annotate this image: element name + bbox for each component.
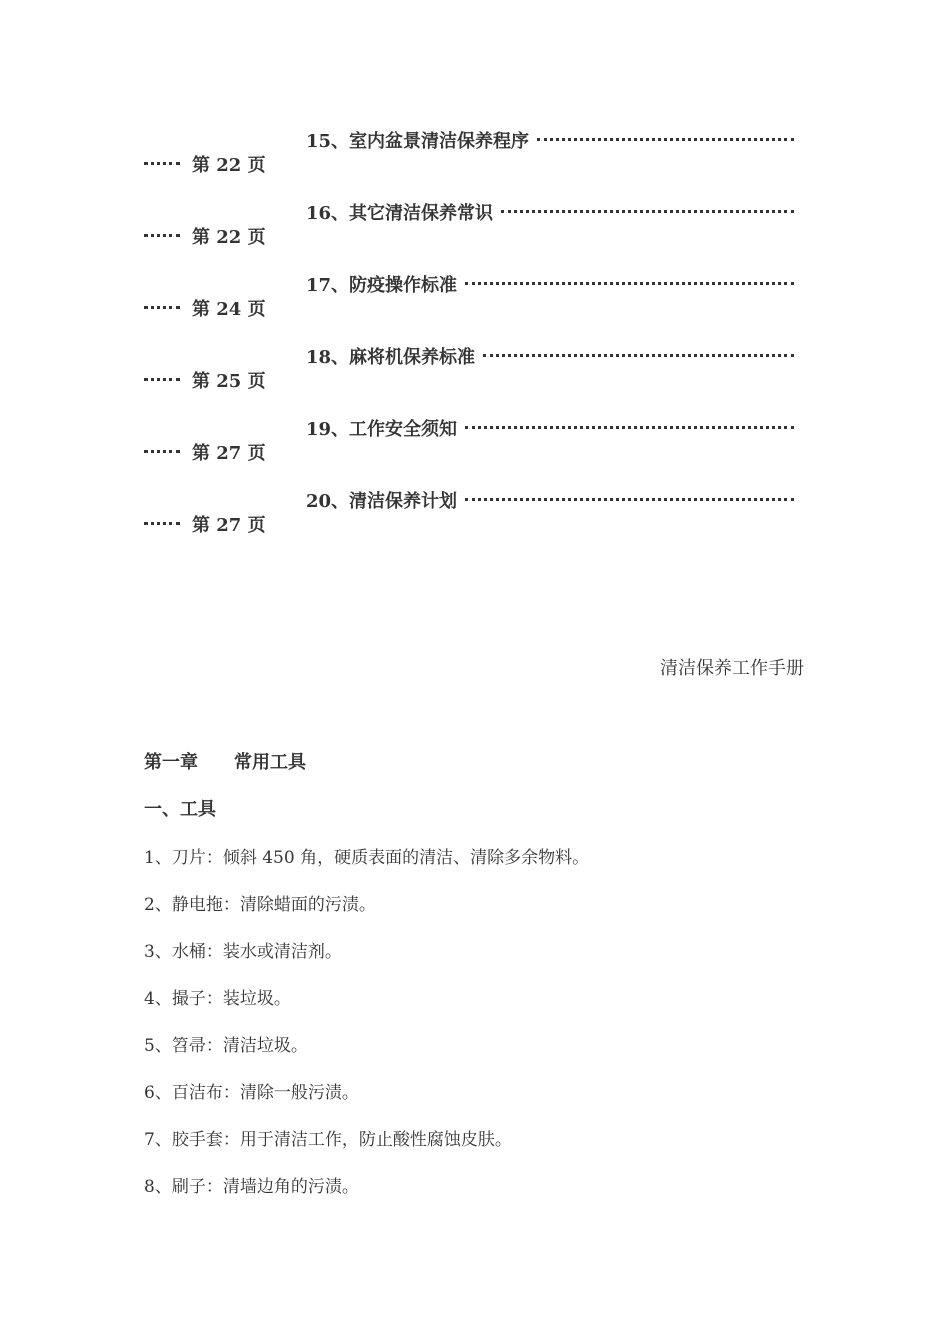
toc-entry-page: 第 25 页	[192, 371, 266, 392]
list-item: 8、刷子：清墙边角的污渍。	[144, 1177, 359, 1197]
toc-dot-leader	[465, 282, 794, 285]
toc-entry[interactable]	[0, 415, 950, 485]
toc-dot-leader	[144, 162, 180, 165]
list-item: 2、静电拖：清除蜡面的污渍。	[144, 895, 376, 915]
toc-dot-leader	[465, 498, 794, 501]
list-item: 6、百洁布：清除一般污渍。	[144, 1083, 359, 1103]
list-item: 5、笤帚：清洁垃圾。	[144, 1036, 308, 1056]
toc-dot-leader	[465, 426, 794, 429]
toc-entry-page: 第 27 页	[192, 443, 266, 464]
toc-dot-leader	[537, 138, 794, 141]
toc-dot-leader	[144, 522, 180, 525]
toc-entry-title: 18、麻将机保养标准	[306, 347, 476, 368]
toc-entry[interactable]	[0, 343, 950, 413]
toc-entry-title: 20、清洁保养计划	[306, 491, 458, 512]
toc-entry-title: 15、室内盆景清洁保养程序	[306, 131, 530, 152]
toc-entry[interactable]	[0, 271, 950, 341]
list-item: 1、刀片：倾斜 450 角，硬质表面的清洁、清除多余物料。	[144, 848, 590, 868]
toc-entry-page: 第 22 页	[192, 227, 266, 248]
toc-dot-leader	[144, 450, 180, 453]
list-item: 7、胶手套：用于清洁工作，防止酸性腐蚀皮肤。	[144, 1130, 512, 1150]
toc-entry-page: 第 24 页	[192, 299, 266, 320]
chapter-title: 第一章 常用工具	[144, 752, 306, 773]
running-header: 清洁保养工作手册	[660, 658, 804, 679]
toc-dot-leader	[483, 354, 794, 357]
toc-entry-page: 第 22 页	[192, 155, 266, 176]
toc-entry-title: 17、防疫操作标准	[306, 275, 458, 296]
toc-entry-page: 第 27 页	[192, 515, 266, 536]
toc-dot-leader	[144, 306, 180, 309]
toc-entry[interactable]	[0, 487, 950, 557]
toc-dot-leader	[144, 378, 180, 381]
toc-dot-leader	[144, 234, 180, 237]
toc-entry[interactable]	[0, 127, 950, 197]
list-item: 4、撮子：装垃圾。	[144, 989, 291, 1009]
toc-entry-title: 19、工作安全须知	[306, 419, 458, 440]
toc-entry-title: 16、其它清洁保养常识	[306, 203, 494, 224]
toc-entry[interactable]	[0, 199, 950, 269]
list-item: 3、水桶：装水或清洁剂。	[144, 942, 342, 962]
section-title: 一、工具	[144, 799, 216, 820]
toc-dot-leader	[501, 210, 794, 213]
